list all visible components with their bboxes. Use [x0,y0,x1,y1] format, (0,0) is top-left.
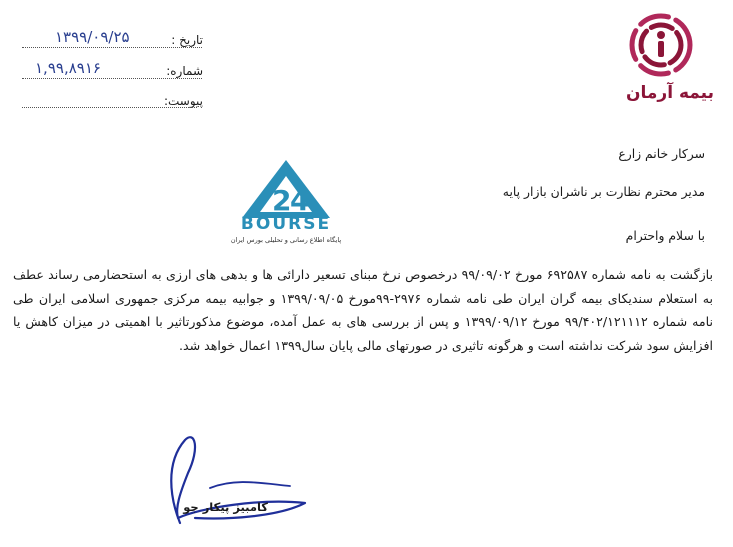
letter-body: بازگشت به نامه شماره ۶۹۲۵۸۷ مورخ ۹۹/۰۹/۰۲ درخصوص نرخ مبنای تسعیر دارائی ها و بدهی های ارزی به استحضارمی رساند عطف به استعلام سندیکای بیمه گران ایران طی نامه شماره ۲۹۷۶-۹۹مورخ ۱۳۹۹/۰۹/۰۵ و جوابیه بیمه مرکزی جمهوری اسلامی ایران طی نامه شماره ۹۹/۴۰۲/۱۲۱۱۱۲ مورخ ۱۳۹۹/۰۹/۱۲ و پس از بررسی های به عمل آمده، موضوع مذکورتاثیر با اهمیتی در میزان کاهش یا افزایش سود شرکت نداشته است و هرگونه تاثیری در صورتهای مالی پایان سال۱۳۹۹ اعمال خواهد شد. [13,267,713,353]
greeting: با سلام واحترام [625,228,705,243]
attachment-line [22,107,197,108]
svg-text:4: 4 [290,184,310,217]
recipient-name: سرکار خانم زارع [618,146,705,161]
bourse-caption: پایگاه اطلاع رسانی و تحلیلی بورس ایران [230,236,342,244]
number-label: شماره: [166,64,203,78]
date-line [22,47,202,48]
number-value: ۱,۹۹,۸۹۱۶ [35,59,101,77]
date-value: ۱۳۹۹/۰۹/۲۵ [55,28,130,46]
svg-text:2: 2 [272,184,292,217]
recipient-title: مدیر محترم نظارت بر ناشران بازار پایه [502,184,705,199]
bourse-mountain-icon [212,158,360,220]
number-line [22,78,202,79]
bourse-text: BOURSE [240,214,332,234]
date-label: تاریخ : [171,33,203,47]
company-name: بیمه آرمان [626,83,714,103]
company-logo-icon [628,12,694,78]
bourse-logo [212,158,360,250]
attachment-label: پیوست: [163,94,203,108]
signatory-name: کامبیز پیکار جو [183,500,268,514]
